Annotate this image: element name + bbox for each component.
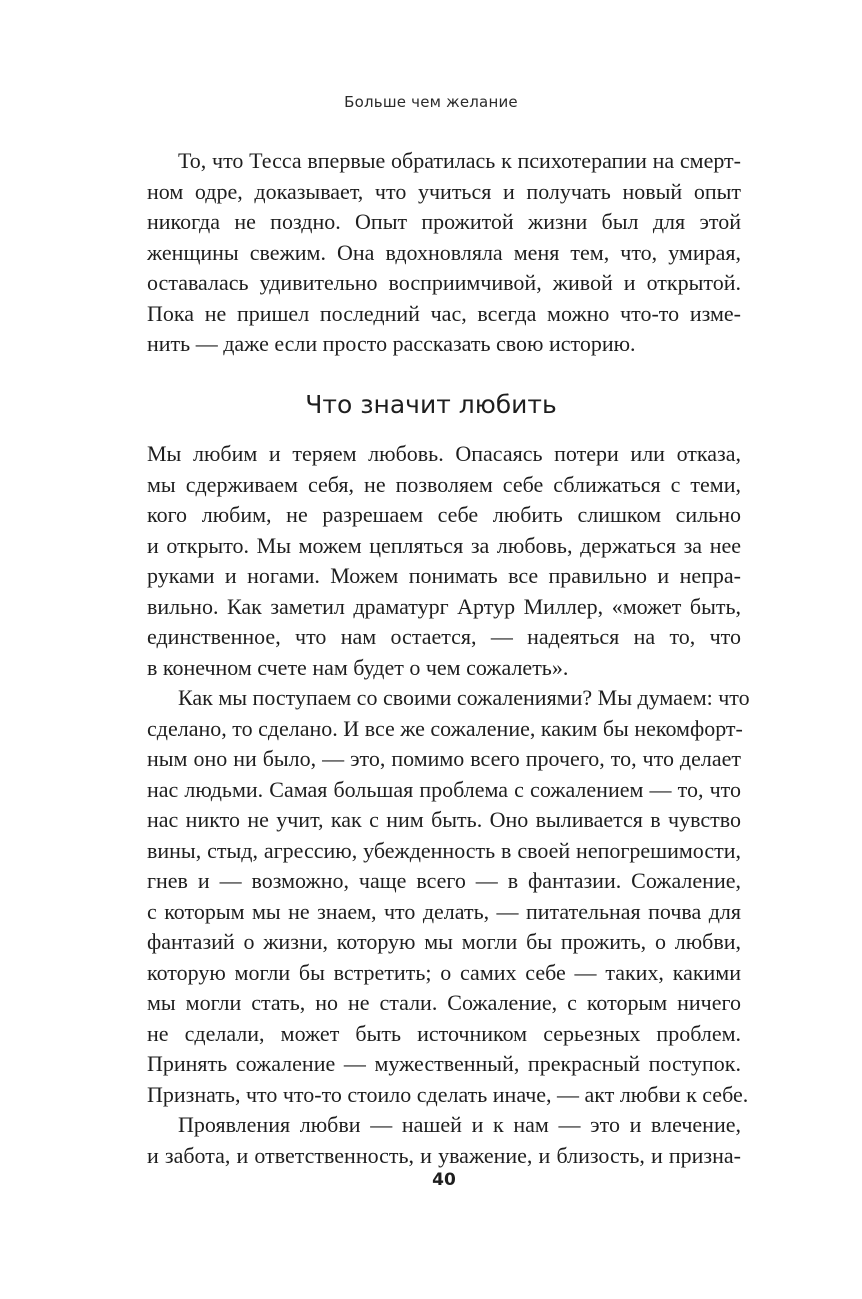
text-line: Пока не пришел последний час, всегда можно что-то изме-: [147, 300, 741, 326]
text-line: которую могли бы встретить; о самих себе — таких, какими: [147, 959, 741, 985]
text-line: гнев и — возможно, чаще всего — в фантазии. Сожаление,: [147, 868, 741, 893]
text-line: в конечном счете нам будет о чем сожалеть».: [147, 654, 569, 680]
text-line: нас никто не учит, как с ним быть. Оно выливается в чувство: [147, 807, 741, 832]
text-line: Мы любим и теряем любовь. Опасаясь потери или отказа,: [147, 441, 741, 466]
text-line: Принять сожаление — мужественный, прекрасный поступок.: [147, 1051, 741, 1076]
text-line: нас людьми. Самая большая проблема с сожалением — то, что: [147, 776, 741, 802]
text-line: кого любим, не разрешаем себе любить слишком сильно: [147, 502, 741, 527]
paragraph-1: [147, 146, 741, 360]
text-line: с которым мы не знаем, что делать, — питательная почва для: [147, 898, 741, 924]
text-line: мы могли стать, но не стали. Сожаление, с которым ничего: [147, 990, 741, 1015]
text-line: Признать, что что-то стоило сделать иначе, — акт любви к себе.: [147, 1081, 749, 1107]
page-number: 40: [432, 1170, 456, 1190]
text-line: не сделали, может быть источником серьезных проблем.: [147, 1020, 741, 1046]
section-heading: Что значит любить: [305, 390, 557, 419]
running-head: Больше чем желание: [344, 93, 518, 111]
text-line: женщины свежим. Она вдохновляла меня тем, что, умирая,: [147, 239, 741, 265]
text-line: сделано, то сделано. И все же сожаление, каким бы некомфорт-: [147, 715, 743, 741]
paragraph-3: [147, 683, 750, 1110]
text-line: ным оно ни было, — это, помимо всего прочего, то, что делает: [147, 746, 741, 771]
text-line: Проявления любви — нашей и к нам — это и влечение,: [178, 1112, 741, 1137]
text-line: и открыто. Мы можем цепляться за любовь, держаться за нее: [147, 532, 741, 558]
text-line: и забота, и ответственность, и уважение, и близость, и призна-: [147, 1142, 741, 1168]
text-line: оставалась удивительно восприимчивой, живой и открытой.: [147, 270, 741, 295]
text-line: руками и ногами. Можем понимать все правильно и непра-: [147, 563, 741, 588]
text-line: ном одре, доказывает, что учиться и получать новый опыт: [147, 178, 741, 204]
text-line: То, что Тесса впервые обратилась к психотерапии на смерт-: [178, 148, 741, 173]
text-line: нить — даже если просто рассказать свою историю.: [147, 331, 636, 356]
text-line: вильно. Как заметил драматург Артур Миллер, «может быть,: [147, 593, 741, 619]
text-line: никогда не поздно. Опыт прожитой жизни был для этой: [147, 209, 741, 234]
paragraph-4: [147, 1110, 741, 1171]
text-line: мы сдерживаем себя, не позволяем себе сближаться с теми,: [147, 471, 741, 497]
paragraph-2: [147, 439, 741, 683]
text-line: вины, стыд, агрессию, убежденность в своей непогрешимости,: [147, 837, 741, 863]
text-line: фантазий о жизни, которую мы могли бы прожить, о любви,: [147, 929, 741, 954]
text-line: единственное, что нам остается, — надеяться на то, что: [147, 624, 741, 649]
text-line: Как мы поступаем со своими сожалениями? Мы думаем: что: [178, 685, 750, 710]
